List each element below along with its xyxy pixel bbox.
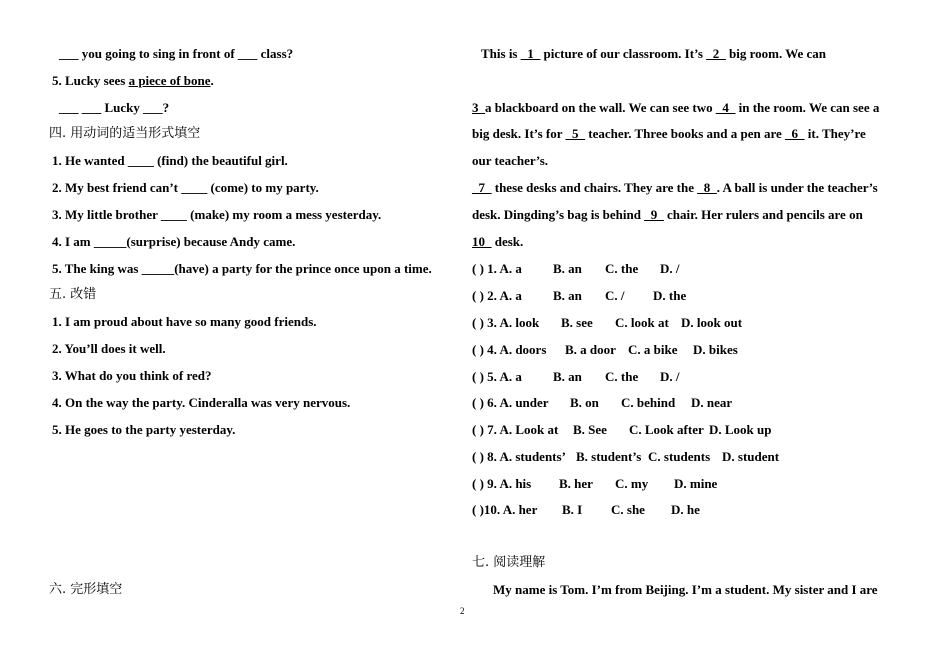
option-d: D. / [660,369,680,384]
exercise-item: 4. On the way the party. Cinderalla was very nervous. [52,395,351,410]
text: big room. We can [725,46,827,61]
text: in the room. We can see a [735,100,880,115]
exercise-item: 4. I am _____(surprise) because Andy came. [52,234,296,249]
section-heading-6: 六. 完形填空 [49,582,123,597]
blank-8: _8_ [697,180,717,195]
blank-9: _9_ [644,207,664,222]
option-a: ( ) 9. A. his [472,476,532,491]
option-c: C. / [605,288,625,303]
section-heading-7: 七. 阅读理解 [472,555,546,570]
option-b: B. her [559,476,593,491]
passage-line [481,46,826,62]
option-b: B. see [561,315,593,330]
text: desk. [491,234,524,249]
option-d: D. student [722,449,780,464]
question-line [52,73,214,89]
option-d: D. the [653,288,687,303]
section-heading-5: 五. 改错 [49,287,97,302]
option-a: ( )10. A. her [472,502,538,517]
reading-passage-line: My name is Tom. I’m from Beijing. I’m a student. My sister and I are [493,582,878,597]
option-b: B. See [573,422,607,437]
option-a: ( ) 5. A. a [472,369,522,384]
option-d: D. mine [674,476,718,491]
text: big desk. It’s for [472,126,566,141]
text: 5. Lucky sees [52,73,129,88]
option-d: D. near [691,395,733,410]
exercise-item: 5. He goes to the party yesterday. [52,422,236,437]
option-a: ( ) 4. A. doors [472,342,547,357]
blank-4: _4_ [715,100,736,115]
option-a: ( ) 3. A. look [472,315,540,330]
option-d: D. look out [681,315,743,330]
option-b: B. student’s [576,449,642,464]
option-c: C. my [615,476,649,491]
blank-2: _2_ [706,46,726,61]
option-c: C. the [605,261,639,276]
option-a: ( ) 1. A. a [472,261,522,276]
blank-3: 3_ [472,100,485,115]
exercise-item: 5. The king was _____(have) a party for the prince once upon a time. [52,261,432,276]
option-c: C. a bike [628,342,678,357]
option-c: C. the [605,369,639,384]
exercise-item: 3. My little brother ____ (make) my room a mess yesterday. [52,207,382,222]
text: . [210,73,214,88]
passage-line: our teacher’s. [472,153,549,168]
underlined-phrase: a piece of bone [128,73,211,88]
exercise-item: 3. What do you think of red? [52,368,212,383]
option-b: B. an [553,261,582,276]
text: these desks and chairs. They are the [491,180,698,195]
option-b: B. an [553,288,582,303]
question-line: ___ you going to sing in front of ___ class? [59,46,294,61]
question-line: ___ ___ Lucky ___? [59,100,170,115]
blank-1: _1_ [520,46,541,61]
exercise-item: 1. He wanted ____ (find) the beautiful girl. [52,153,288,168]
option-a: ( ) 8. A. students’ [472,449,566,464]
option-c: C. look at [615,315,669,330]
option-d: D. / [660,261,680,276]
exercise-item: 2. My best friend can’t ____ (come) to my party. [52,180,319,195]
option-d: D. he [671,502,700,517]
option-c: C. behind [621,395,676,410]
option-a: ( ) 7. A. Look at [472,422,559,437]
option-c: C. students [648,449,711,464]
text: a blackboard on the wall. We can see two [485,100,716,115]
text: This is [481,46,521,61]
passage-line [472,100,880,116]
option-a: ( ) 2. A. a [472,288,522,303]
text: chair. Her rulers and pencils are on [663,207,863,222]
text: it. They’re [804,126,866,141]
blank-6: _6_ [785,126,805,141]
text: . A ball is under the teacher’s [716,180,878,195]
option-b: B. a door [565,342,616,357]
option-c: C. she [611,502,645,517]
option-b: B. an [553,369,582,384]
option-d: D. Look up [709,422,772,437]
text: teacher. Three books and a pen are [585,126,785,141]
passage-line [472,207,863,223]
exercise-item: 1. I am proud about have so many good friends. [52,314,317,329]
option-c: C. Look after [629,422,704,437]
blank-7: _7_ [472,180,492,195]
blank-5: _5_ [565,126,586,141]
page-number: 2 [460,606,465,616]
option-d: D. bikes [693,342,738,357]
text: picture of our classroom. It’s [540,46,707,61]
text: desk. Dingding’s bag is behind [472,207,645,222]
option-b: B. on [570,395,599,410]
passage-line [472,180,878,196]
option-b: B. I [562,502,583,517]
passage-line [472,126,877,142]
option-a: ( ) 6. A. under [472,395,549,410]
blank-10: 10_ [472,234,492,249]
passage-line [472,234,523,250]
exercise-item: 2. You’ll does it well. [52,341,166,356]
section-heading-4: 四. 用动词的适当形式填空 [49,126,201,141]
